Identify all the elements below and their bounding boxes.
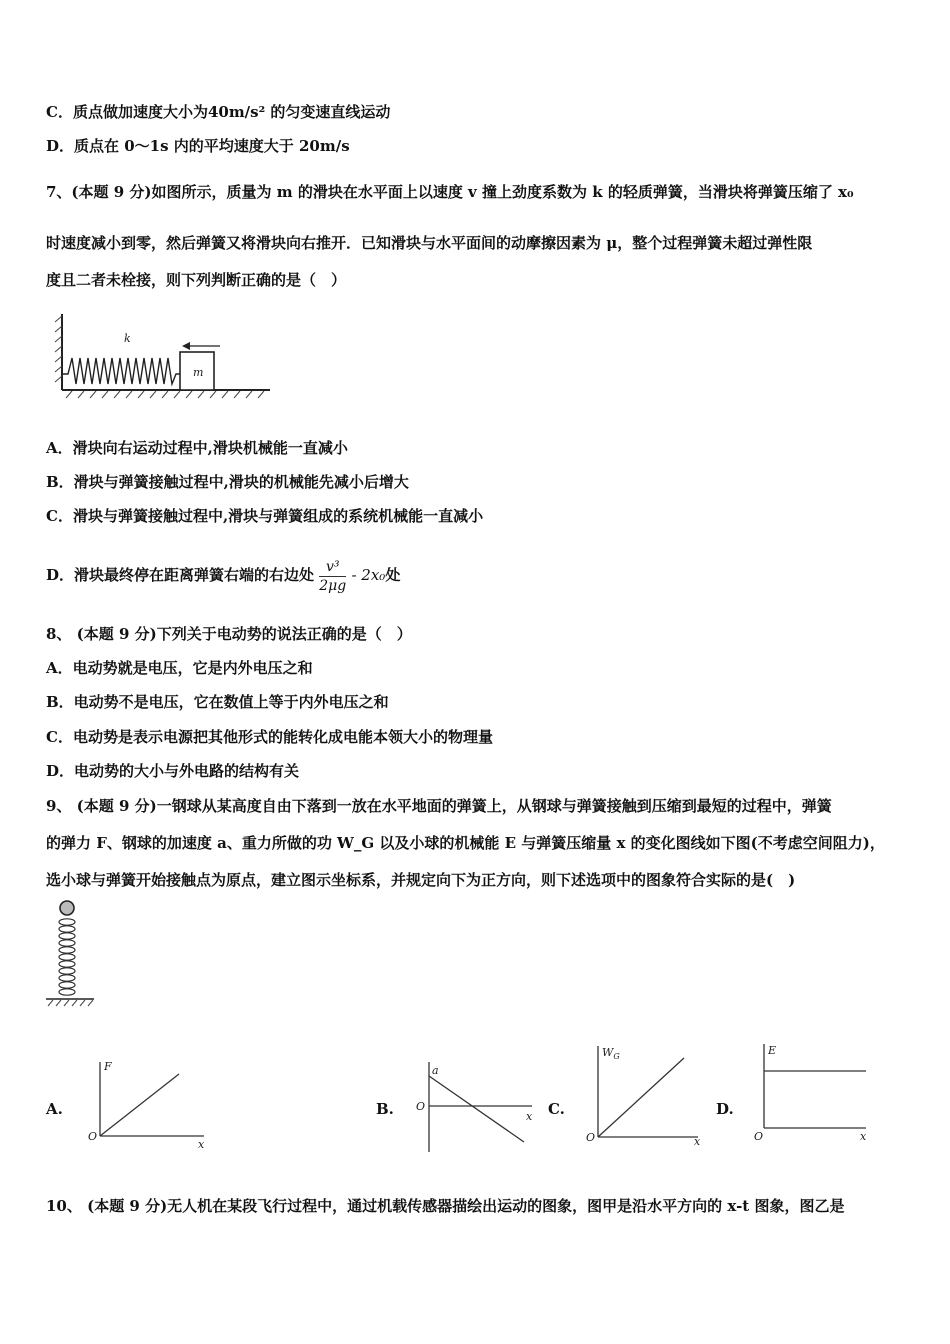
q6-option-c: C．质点做加速度大小为40m/s² 的匀变速直线运动 <box>46 103 391 121</box>
q9-graph-a <box>84 1056 209 1151</box>
q7-spring-k-label: k <box>124 332 131 345</box>
q8-option-a: A．电动势就是电压，它是内外电压之和 <box>46 659 313 677</box>
q9-option-b-label: B. <box>376 1100 394 1118</box>
graph-d-x-label: x <box>860 1130 867 1143</box>
q9-option-d-label: D. <box>716 1100 734 1118</box>
graph-a-x-label: x <box>198 1138 205 1151</box>
q7-option-d <box>46 548 400 602</box>
q9-stem-line2: 的弹力 F、钢球的加速度 a、重力所做的功 W_G 以及小球的机械能 E 与弹簧压缩量 x 的变化图线如下图(不考虑空间阻力)， <box>46 834 885 852</box>
graph-b-y-label: a <box>432 1064 439 1077</box>
graph-a-origin: O <box>88 1130 98 1143</box>
q9-graph-b <box>412 1054 542 1154</box>
q8-option-c: C．电动势是表示电源把其他形式的能转化成电能本领大小的物理量 <box>46 728 493 746</box>
q7-option-d-term: - 2x₀ <box>351 566 386 584</box>
q9-ball-spring-figure <box>44 898 99 1010</box>
q8-option-b: B．电动势不是电压，它在数值上等于内外电压之和 <box>46 693 389 711</box>
q7-option-c: C．滑块与弹簧接触过程中,滑块与弹簧组成的系统机械能一直减小 <box>46 507 484 525</box>
q9-stem-line3: 选小球与弹簧开始接触点为原点，建立图示坐标系，并规定向下为正方向，则下述选项中的图象符合实际的是( ) <box>46 871 796 889</box>
graph-c-y-sub: G <box>613 1052 620 1061</box>
q10-stem-line1: 10、 (本题 9 分)无人机在某段飞行过程中，通过机载传感器描绘出运动的图象，图甲是沿水平方向的 x-t 图象，图乙是 <box>46 1197 845 1215</box>
q7-option-d-suffix: 处 <box>385 566 401 584</box>
q7-spring-block-figure <box>52 308 277 400</box>
fraction-denominator: 2μg <box>319 577 347 594</box>
q7-stem-line3: 度且二者未栓接，则下列判断正确的是（ ） <box>46 271 347 289</box>
graph-b-origin: O <box>416 1100 426 1113</box>
q9-option-a-label: A. <box>46 1100 63 1118</box>
graph-c-x-label: x <box>694 1135 701 1148</box>
graph-c-y-main: W <box>602 1046 614 1059</box>
q8-option-d: D．电动势的大小与外电路的结构有关 <box>46 762 300 780</box>
q6-option-d: D．质点在 0～1s 内的平均速度大于 20m/s <box>46 137 350 155</box>
q9-stem-line1: 9、 (本题 9 分)一钢球从某高度自由下落到一放在水平地面的弹簧上，从钢球与弹簧接触到压缩到最短的过程中，弹簧 <box>46 797 832 815</box>
q7-option-d-prefix: D．滑块最终停在距离弹簧右端的右边处 <box>46 566 315 584</box>
graph-b-x-label: x <box>526 1110 533 1123</box>
q7-stem-line2: 时速度减小到零，然后弹簧又将滑块向右推开．已知滑块与水平面间的动摩擦因素为 μ，整个过程弹簧未超过弹性限 <box>46 234 813 252</box>
graph-d-origin: O <box>754 1130 764 1143</box>
q7-option-d-fraction <box>319 558 346 595</box>
q7-block-m-label: m <box>193 366 204 379</box>
graph-c-y-label <box>602 1046 620 1061</box>
graph-c-origin: O <box>586 1131 596 1144</box>
q9-graph-d <box>752 1040 872 1145</box>
fraction-numerator: v³ <box>319 558 346 577</box>
q9-option-c-label: C. <box>548 1100 565 1118</box>
q8-stem: 8、 (本题 9 分)下列关于电动势的说法正确的是（ ） <box>46 625 412 643</box>
graph-a-y-label: F <box>104 1060 112 1073</box>
graph-d-y-label: E <box>768 1044 777 1057</box>
q9-graph-c <box>584 1042 704 1152</box>
q7-option-b: B．滑块与弹簧接触过程中,滑块的机械能先减小后增大 <box>46 473 409 491</box>
q7-option-a: A．滑块向右运动过程中,滑块机械能一直减小 <box>46 439 348 457</box>
q7-stem-line1: 7、(本题 9 分)如图所示，质量为 m 的滑块在水平面上以速度 v 撞上劲度系数为 k 的轻质弹簧，当滑块将弹簧压缩了 x₀ <box>46 183 854 201</box>
